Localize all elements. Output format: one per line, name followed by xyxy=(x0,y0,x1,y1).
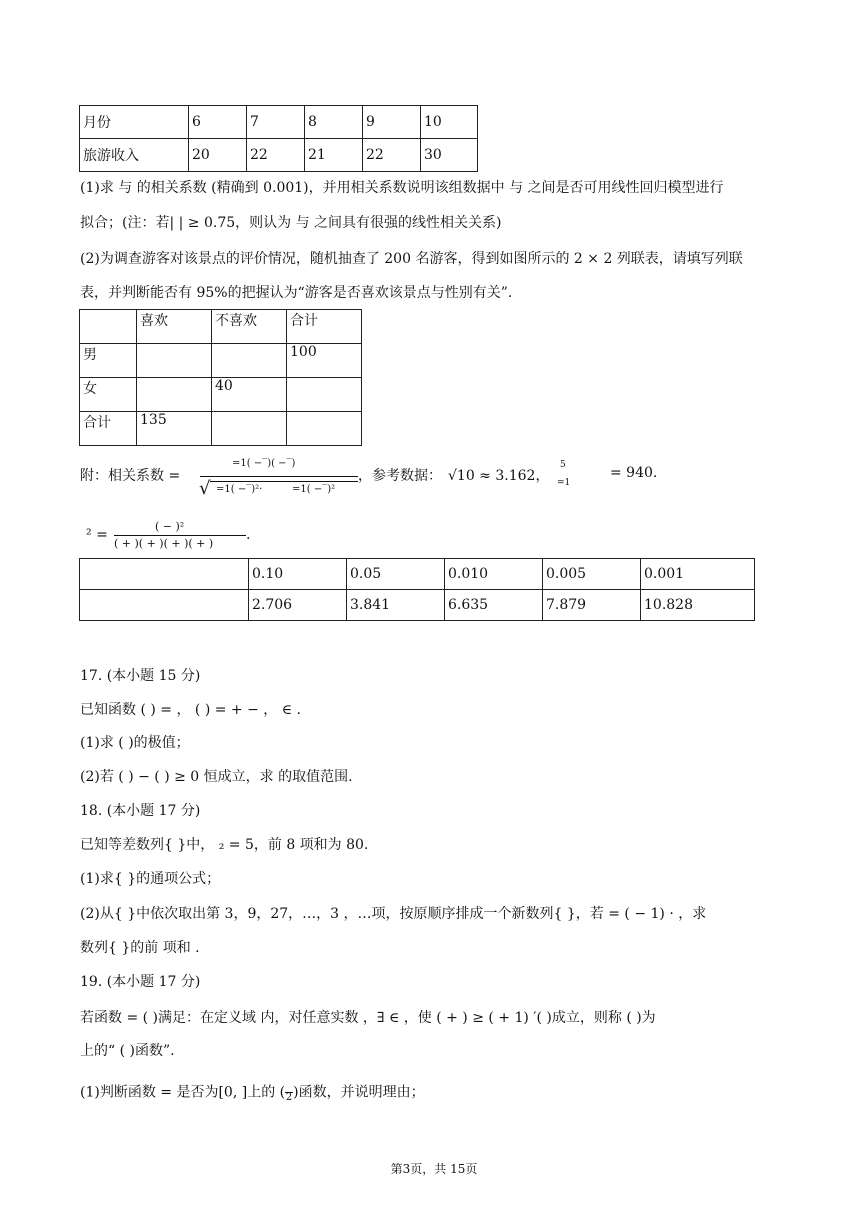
table-cell xyxy=(287,412,362,446)
problem-19-line-1: 若函数 = ( )满足：在定义域 内，对任意实数 ，∃ ∈ ，使 ( + ) ≥ ( + 1) ′( )成立，则称 ( )为 xyxy=(80,1010,656,1026)
problem-17-title: 17. (本小题 15 分) xyxy=(80,668,201,684)
table-row xyxy=(80,412,362,446)
problem-19-line-3-start: (1)判断函数 = 是否为[0, ]上的 ( xyxy=(80,1084,286,1101)
table-row xyxy=(80,139,478,172)
chi-square-lhs: ² = xyxy=(86,527,108,543)
problem-18-line-1: 已知等差数列{ }中， ₂ = 5，前 8 项和为 80. xyxy=(80,837,369,853)
problem-19-line-3 xyxy=(80,1082,425,1103)
table-cell xyxy=(212,344,287,378)
chi-square-denominator: ( + )( + )( + )( + ) xyxy=(114,537,214,550)
sqrt10-value: √10 ≈ 3.162， xyxy=(448,468,550,484)
table-row xyxy=(80,310,362,344)
problem-19-line-2: 上的“ ( )函数”. xyxy=(80,1043,175,1059)
correlation-numerator: =1( −‾)( −‾) xyxy=(232,458,296,469)
sqrt-overline xyxy=(210,481,358,482)
appendix-prefix: 附：相关系数 = xyxy=(80,468,181,484)
table-row xyxy=(80,106,478,139)
chi-square-numerator: ( − )² xyxy=(155,520,185,533)
correlation-denominator-b: =1( −‾)² xyxy=(292,484,336,495)
question-2-line-2: 表，并判断能否有 95%的把握认为“游客是否喜欢该景点与性别有关”. xyxy=(80,285,513,301)
table-cell xyxy=(80,559,249,590)
table-cell: 男 xyxy=(80,344,137,378)
table-row xyxy=(80,590,755,621)
table-cell: 不喜欢 xyxy=(212,310,287,344)
table-cell: 20 xyxy=(189,139,247,172)
sum-lower-limit: =1 xyxy=(557,478,571,488)
table-cell: 0.001 xyxy=(641,559,755,590)
fraction-denominator: 2 xyxy=(285,1092,293,1103)
table-cell: 0.010 xyxy=(445,559,543,590)
table-cell: 9 xyxy=(363,106,421,139)
problem-19-title: 19. (本小题 17 分) xyxy=(80,974,201,990)
table-cell: 6 xyxy=(189,106,247,139)
table-cell xyxy=(212,412,287,446)
table-cell: 100 xyxy=(287,344,362,378)
sum-value: = 940. xyxy=(610,465,658,481)
problem-17-line-1: 已知函数 ( ) = ， ( ) = + − ， ∈ . xyxy=(80,702,301,718)
table-row xyxy=(80,378,362,412)
question-1-line-2: 拟合；(注：若| | ≥ 0.75，则认为 与 之间具有很强的线性相关关系) xyxy=(80,215,502,231)
table-cell: 7 xyxy=(247,106,305,139)
table-cell: 6.635 xyxy=(445,590,543,621)
problem-18-title: 18. (本小题 17 分) xyxy=(80,803,201,819)
table-cell xyxy=(137,344,212,378)
question-1-line-1: (1)求 与 的相关系数 (精确到 0.001)，并用相关系数说明该组数据中 与 之间是否可用线性回归模型进行 xyxy=(80,180,724,196)
table-cell: 女 xyxy=(80,378,137,412)
chi-square-tail: . xyxy=(246,527,251,543)
table-cell: 22 xyxy=(247,139,305,172)
table-cell: 0.005 xyxy=(543,559,641,590)
fraction-bar xyxy=(114,535,246,536)
table-cell: 22 xyxy=(363,139,421,172)
table-cell: 30 xyxy=(421,139,478,172)
sum-upper-limit: 5 xyxy=(560,460,566,470)
problem-18-line-4: 数列{ }的前 项和 . xyxy=(80,940,200,956)
problem-17-line-3: (2)若 ( ) − ( ) ≥ 0 恒成立，求 的取值范围. xyxy=(80,769,353,785)
table-cell: 喜欢 xyxy=(137,310,212,344)
table-cell: 8 xyxy=(305,106,363,139)
table-cell: 0.10 xyxy=(249,559,347,590)
table-cell: 10.828 xyxy=(641,590,755,621)
table-cell: 3.841 xyxy=(347,590,445,621)
reference-label: ，参考数据： xyxy=(358,468,442,484)
problem-19-line-3-end: )函数，并说明理由； xyxy=(293,1084,425,1101)
table-cell xyxy=(80,310,137,344)
problem-18-line-2: (1)求{ }的通项公式； xyxy=(80,871,221,887)
table-cell: 合计 xyxy=(80,412,137,446)
table-cell xyxy=(287,378,362,412)
fraction-bar xyxy=(200,476,358,477)
table-cell: 40 xyxy=(212,378,287,412)
table-cell: 21 xyxy=(305,139,363,172)
table-row xyxy=(80,344,362,378)
table-cell xyxy=(137,378,212,412)
table-cell: 7.879 xyxy=(543,590,641,621)
table-cell: 135 xyxy=(137,412,212,446)
fraction xyxy=(285,1082,293,1103)
month-income-table xyxy=(79,105,478,172)
table-cell: 合计 xyxy=(287,310,362,344)
table-cell xyxy=(80,590,249,621)
sqrt-sign: √ xyxy=(199,478,211,499)
critical-value-table xyxy=(79,558,755,621)
table-cell: 旅游收入 xyxy=(80,139,189,172)
problem-18-line-3: (2)从{ }中依次取出第 3，9，27，…，3 ，…项，按原顺序排成一个新数列{ }，若 = ( − 1) · ，求 xyxy=(80,906,707,922)
table-cell: 2.706 xyxy=(249,590,347,621)
table-cell: 10 xyxy=(421,106,478,139)
question-2-line-1: (2)为调查游客对该景点的评价情况，随机抽查了 200 名游客，得到如图所示的 2 × 2 列联表，请填写列联 xyxy=(80,251,743,267)
table-cell: 0.05 xyxy=(347,559,445,590)
table-row xyxy=(80,559,755,590)
page-footer: 第3页，共 15页 xyxy=(390,1162,478,1176)
contingency-table xyxy=(79,309,362,446)
correlation-denominator-a: =1( −‾)²· xyxy=(216,484,263,495)
problem-17-line-2: (1)求 ( )的极值； xyxy=(80,735,190,751)
table-cell: 月份 xyxy=(80,106,189,139)
